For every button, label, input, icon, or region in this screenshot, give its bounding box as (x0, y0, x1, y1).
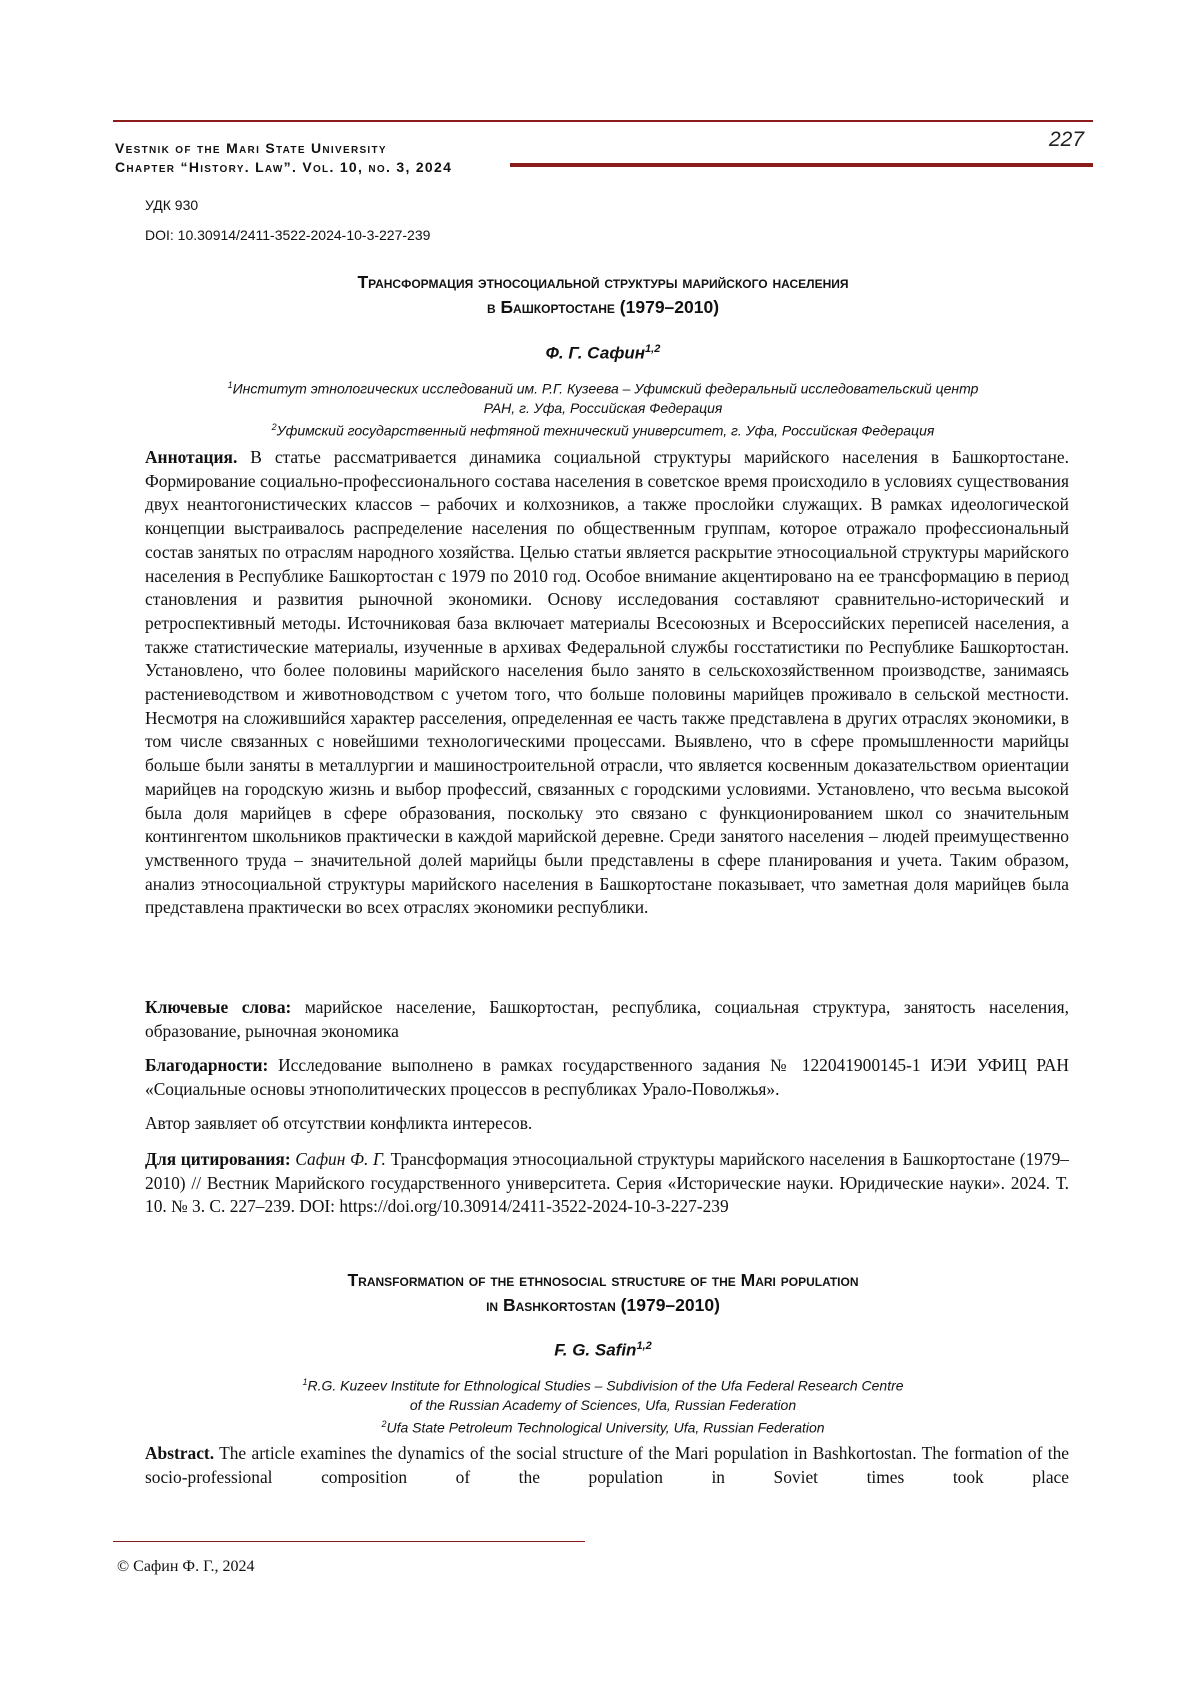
ru-title (113, 270, 1093, 320)
journal-volume: Chapter “History. Law”. Vol. 10, no. 3, 2024 (115, 159, 453, 175)
ru-abstract-text: В статье рассматривается динамика социальной структуры марийского населения в Башкортостане. Формирование социально-профессионального состава населения в советское время происходило в условиях существования двух неантогонистических классов – рабочих и колхозников, а также прослойки служащих. В рамках идеологической концепции выстраивалось распределение населения по общественным группам, которое отражало профессиональный состав занятых по отраслям народного хозяйства. Целью статьи является раскрытие этносоциальной структуры марийского населения в Республике Башкортостан с 1979 по 2010 год. Особое внимание акцентировано на ее трансформацию в период становления и развития рыночной экономики. Основу исследования составляют сравнительно-исторический и ретроспективный методы. Источниковая база включает материалы Всесоюзных и Всероссийских переписей населения, а также статистические материалы, изученные в архивах Федеральной службы госстатистики по Республике Башкортостан. Установлено, что более половины марийского населения было занято в сельскохозяйственном производстве, занимаясь растениеводством и животноводством с учетом того, что больше половины марийцев проживало в сельской местности. Несмотря на сложившийся характер расселения, определенная ее часть также представлена в других отраслях экономики, в том числе связанных с новейшими технологическими процессами. Выявлено, что в сфере промышленности марийцы больше были заняты в металлургии и машиностроительной отрасли, что является косвенным доказательством ориентации марийцев на городскую жизнь и выбор профессий, связанных с городскими условиями. Установлено, что весьма высокой была доля марийцев в сфере образования, поскольку это связано с функционированием школ со значительным контингентом школьников практически в каждой марийской деревне. Среди занятого населения – людей преимущественно умственного труда – значительной долей марийцы были представлены в сфере планирования и учета. Таким образом, анализ этносоциальной структуры марийского населения в Башкортостане показывает, что заметная доля марийцев была представлена практически во всех отраслях экономики республики. (145, 447, 1070, 918)
ru-conflict-statement: Автор заявляет об отсутствии конфликта интересов. (145, 1113, 533, 1133)
en-author (113, 1340, 1093, 1361)
ru-cite-text: Трансформация этносоциальной структуры марийского населения в Башкортостане (1979–2010) // Вестник Марийского государственного университета. Серия «Исторические науки. Юридические науки». 2024. Т. 10. № 3. С. 227–239. DOI: https://doi.org/10.30914/2411-3522-2024-10-3-227-239 (145, 1149, 1069, 1217)
ru-author-name: Ф. Г. Сафин (545, 343, 646, 363)
en-affil-2: $^2$Ufa State Petroleum Technological University, Ufa, Russian Federation (381, 1418, 825, 1436)
ru-ack-text: Исследование выполнено в рамках государственного задания № 122041900145-1 ИЭИ УФИЦ РАН «Социальные основы этнополитических процессов в республиках Урало-Поволжья». (145, 1055, 1069, 1099)
header-accent-bar (510, 163, 1093, 167)
en-title-line-2: in Bashkortostan (1979–2010) (486, 1295, 720, 1315)
en-affil-1: $^1$R.G. Kuzeev Institute for Ethnological Studies – Subdivision of the Ufa Federal Research Centre (302, 1377, 904, 1394)
en-affiliations (113, 1373, 1093, 1437)
ru-abstract-label: Аннотация. (145, 447, 238, 467)
header-rule (113, 120, 1093, 122)
en-author-name: F. G. Safin (554, 1340, 637, 1360)
ru-affil-1: $^1$Институт этнологических исследований им. Р.Г. Кузеева – Уфимский федеральный исследовательский центр (227, 380, 979, 397)
ru-acknowledgements (145, 1054, 1069, 1101)
en-author-sup: 1,2 (636, 1340, 652, 1352)
page-number: 227 (1049, 128, 1085, 151)
ru-title-line-2: в Башкортостане (1979–2010) (486, 297, 720, 317)
ru-keywords-label: Ключевые слова: (145, 997, 292, 1017)
journal-title: Vestnik of the Mari State University (115, 140, 387, 156)
en-abstract-label: Abstract. (145, 1443, 215, 1463)
ru-ack-label: Благодарности: (145, 1055, 269, 1075)
ru-title-line-1: Трансформация этносоциальной структуры марийского населения (357, 272, 849, 292)
udk: УДК 930 (145, 197, 199, 213)
footnote-rule (113, 1541, 585, 1542)
ru-affil-2: $^2$Уфимский государственный нефтяной технический университет, г. Уфа, Российская Федерация (271, 421, 935, 439)
doi: DOI: 10.30914/2411-3522-2024-10-3-227-239 (145, 227, 431, 243)
ru-affiliations (113, 376, 1093, 440)
ru-author (113, 343, 1093, 364)
ru-abstract (145, 446, 1069, 920)
ru-affil-1-cont: РАН, г. Уфа, Российская Федерация (483, 399, 723, 416)
en-abstract-text: The article examines the dynamics of the social structure of the Mari population in Bashkortostan. The formation of the socio-professional composition of the population in Soviet times took place (145, 1443, 1069, 1487)
copyright-notice: © Сафин Ф. Г., 2024 (117, 1558, 255, 1575)
journal-header (115, 139, 452, 177)
en-title-line-1: Transformation of the ethnosocial structure of the Mari population (347, 1270, 859, 1290)
en-title (113, 1268, 1093, 1318)
en-abstract (145, 1442, 1069, 1489)
ru-author-sup: 1,2 (645, 343, 661, 355)
ru-cite-author: Сафин Ф. Г. (295, 1149, 386, 1169)
ru-citation (145, 1148, 1069, 1219)
ru-cite-label: Для цитирования: (145, 1149, 291, 1169)
ru-keywords (145, 996, 1069, 1043)
en-affil-1-cont: of the Russian Academy of Sciences, Ufa, Russian Federation (409, 1396, 797, 1413)
ru-keywords-text: марийское население, Башкортостан, республика, социальная структура, занятость населения, образование, рыночная экономика (145, 997, 1070, 1041)
